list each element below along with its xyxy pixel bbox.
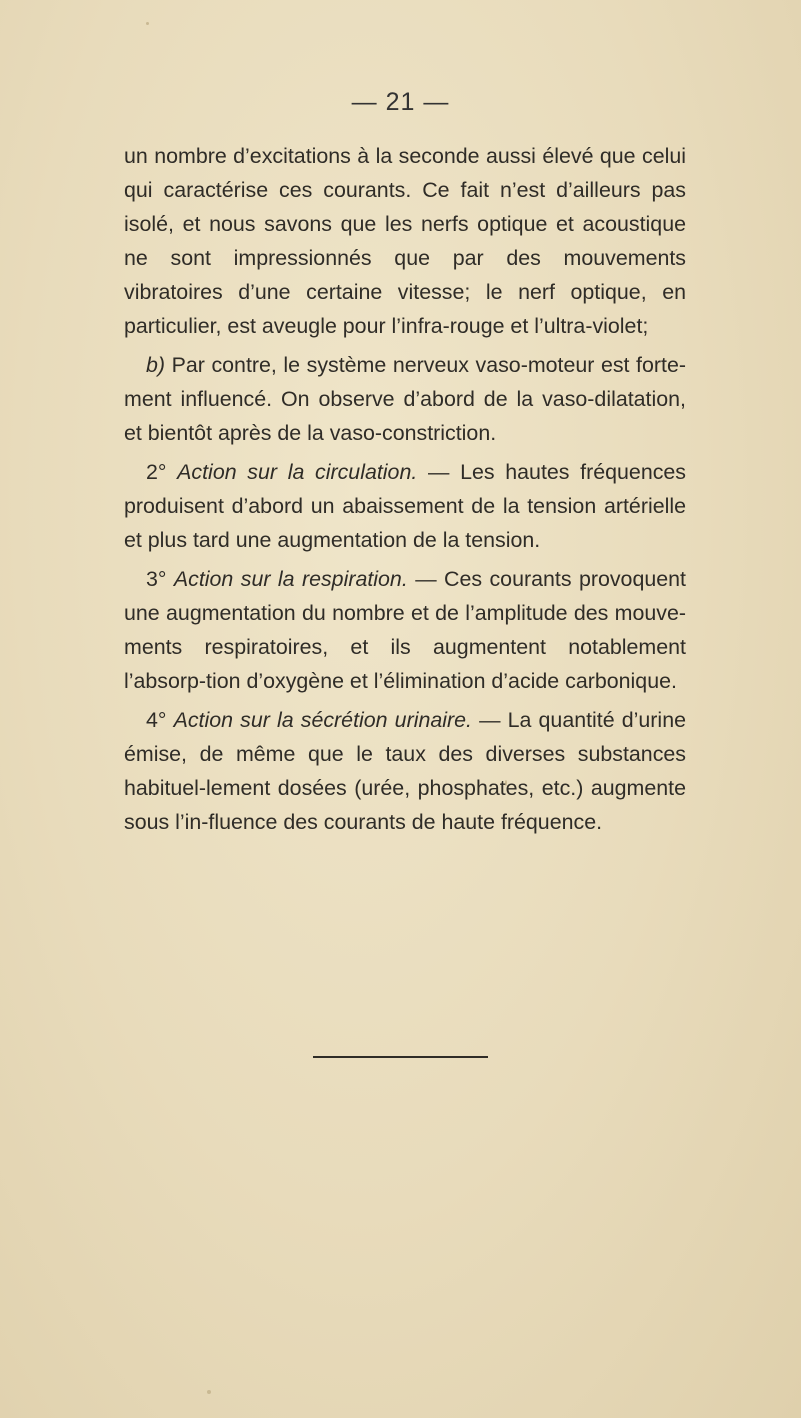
- section-heading: Action sur la sécrétion urinaire.: [173, 708, 472, 732]
- section-heading: Action sur la circulation.: [177, 460, 418, 484]
- paragraph-label: b): [146, 353, 166, 377]
- paragraph-text: un nombre d’excitations à la seconde aussi élevé que celui qui caractérise ces courants. Ce fait n’est d’ailleurs pas isolé, et nous savons que les nerfs optique et acoustique ne sont impressionnés que par des mouvements vibratoires d’une certaine vitesse; le nerf optique, en particulier, est aveugle pour l’infra-rouge et l’ultra-violet;: [124, 144, 686, 338]
- section-heading: Action sur la respiration.: [173, 567, 408, 591]
- paper-speck: [207, 1390, 211, 1394]
- paragraph-number: 2°: [146, 460, 178, 484]
- paragraph-text: — La quantité d’urine émise, de même que le taux des diverses substances habituel-lement dosées (urée, phosphates, etc.) augmente sous l’in-fluence des courants de haute fréquence.: [124, 708, 686, 834]
- paragraph-intro: [124, 139, 686, 343]
- paper-speck: [146, 22, 149, 25]
- page-number: — 21 —: [351, 88, 450, 116]
- paragraph-text: Par contre, le système nerveux vaso-moteur est forte-ment influencé. On observe d’abord de la vaso-dilatation, et bientôt après de la vaso-constriction.: [124, 353, 686, 445]
- paragraph-text: — Les hautes fréquences produisent d’abord un abaissement de la tension artérielle et plus tard une augmentation de la tension.: [124, 460, 686, 552]
- paragraph-number: 4°: [146, 708, 174, 732]
- paragraph-respiration: [124, 562, 686, 698]
- paragraph-urinary: [124, 703, 686, 839]
- paragraph-circulation: [124, 455, 686, 557]
- paragraph-b: [124, 348, 686, 450]
- section-end-rule: [313, 1056, 488, 1058]
- body-text: [124, 139, 686, 844]
- paragraph-text: — Ces courants provoquent une augmentation du nombre et de l’amplitude des mouve-ments respiratoires, et ils augmentent notablement l’absorp-tion d’oxygène et l’élimination d’acide carbonique.: [124, 567, 686, 693]
- paragraph-number: 3°: [146, 567, 174, 591]
